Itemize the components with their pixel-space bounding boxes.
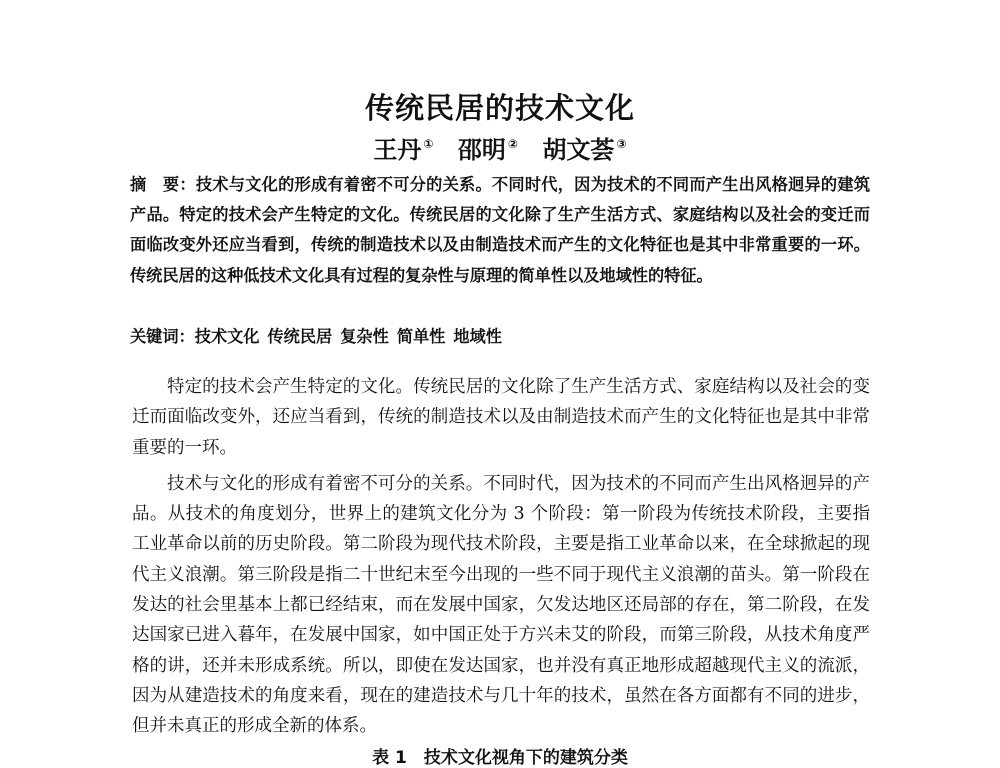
abstract-text: 技术与文化的形成有着密不可分的关系。不同时代，因为技术的不同而产生出风格迥异的建筑产品。特定的技术会产生特定的文化。传统民居的文化除了生产生活方式、家庭结构以及社会的变迁而面临改变外还应当看到，传统的制造技术以及由制造技术而产生的文化特征也是其中非常重要的一环。传统民居的这种低技术文化具有过程的复杂性与原理的简单性以及地域性的特征。 [130, 175, 871, 285]
author-footnote-mark: ② [507, 137, 519, 151]
keyword: 复杂性 [340, 327, 389, 346]
author [542, 130, 626, 165]
keywords [130, 322, 870, 352]
author-footnote-mark: ③ [616, 137, 627, 151]
author-name: 王丹 [373, 136, 422, 164]
keyword: 简单性 [396, 327, 446, 346]
keyword: 技术文化 [194, 327, 260, 346]
keyword: 地域性 [453, 327, 502, 346]
abstract-label: 摘 要： [130, 175, 196, 194]
keywords-label: 关键词： [130, 327, 195, 346]
author-name: 胡文荟 [542, 136, 615, 164]
author-footnote-mark: ① [423, 137, 434, 151]
body-paragraph: 技术与文化的形成有着密不可分的关系。不同时代，因为技术的不同而产生出风格迥异的产品。从技术的角度划分，世界上的建筑文化分为 3 个阶段：第一阶段为传统技术阶段，主要指工业革命以前的历史阶段。第二阶段为现代技术阶段，主要是指工业革命以来，在全球掀起的现代主义浪潮。第三阶段是指二十世纪末至今出现的一些不同于现代主义浪潮的苗头。第一阶段在发达的社会里基本上都已经结束，而在发展中国家，欠发达地区还局部的存在，第二阶段，在发达国家已进入暮年，在发展中国家，如中国正处于方兴未艾的阶段，而第三阶段，从技术角度严格的讲，还并未形成系统。所以，即使在发达国家，也并没有真正地形成超越现代主义的流派，因为从建造技术的角度来看，现在的建造技术与几十年的技术，虽然在各方面都有不同的进步，但并未真正的形成全新的体系。 [132, 473, 870, 737]
table-caption: 表 1 技术文化视角下的建筑分类 [372, 748, 628, 768]
author-name: 邵明 [457, 136, 506, 164]
keyword: 传统民居 [267, 327, 333, 346]
author-list [0, 130, 1000, 165]
author [458, 130, 518, 165]
author [373, 130, 433, 165]
paper-title: 传统民居的技术文化 [364, 91, 635, 125]
body-text [132, 372, 870, 748]
abstract [130, 170, 870, 291]
body-paragraph: 特定的技术会产生特定的文化。传统民居的文化除了生产生活方式、家庭结构以及社会的变迁而面临改变外，还应当看到，传统的制造技术以及由制造技术而产生的文化特征也是其中非常重要的一环。 [132, 377, 870, 458]
